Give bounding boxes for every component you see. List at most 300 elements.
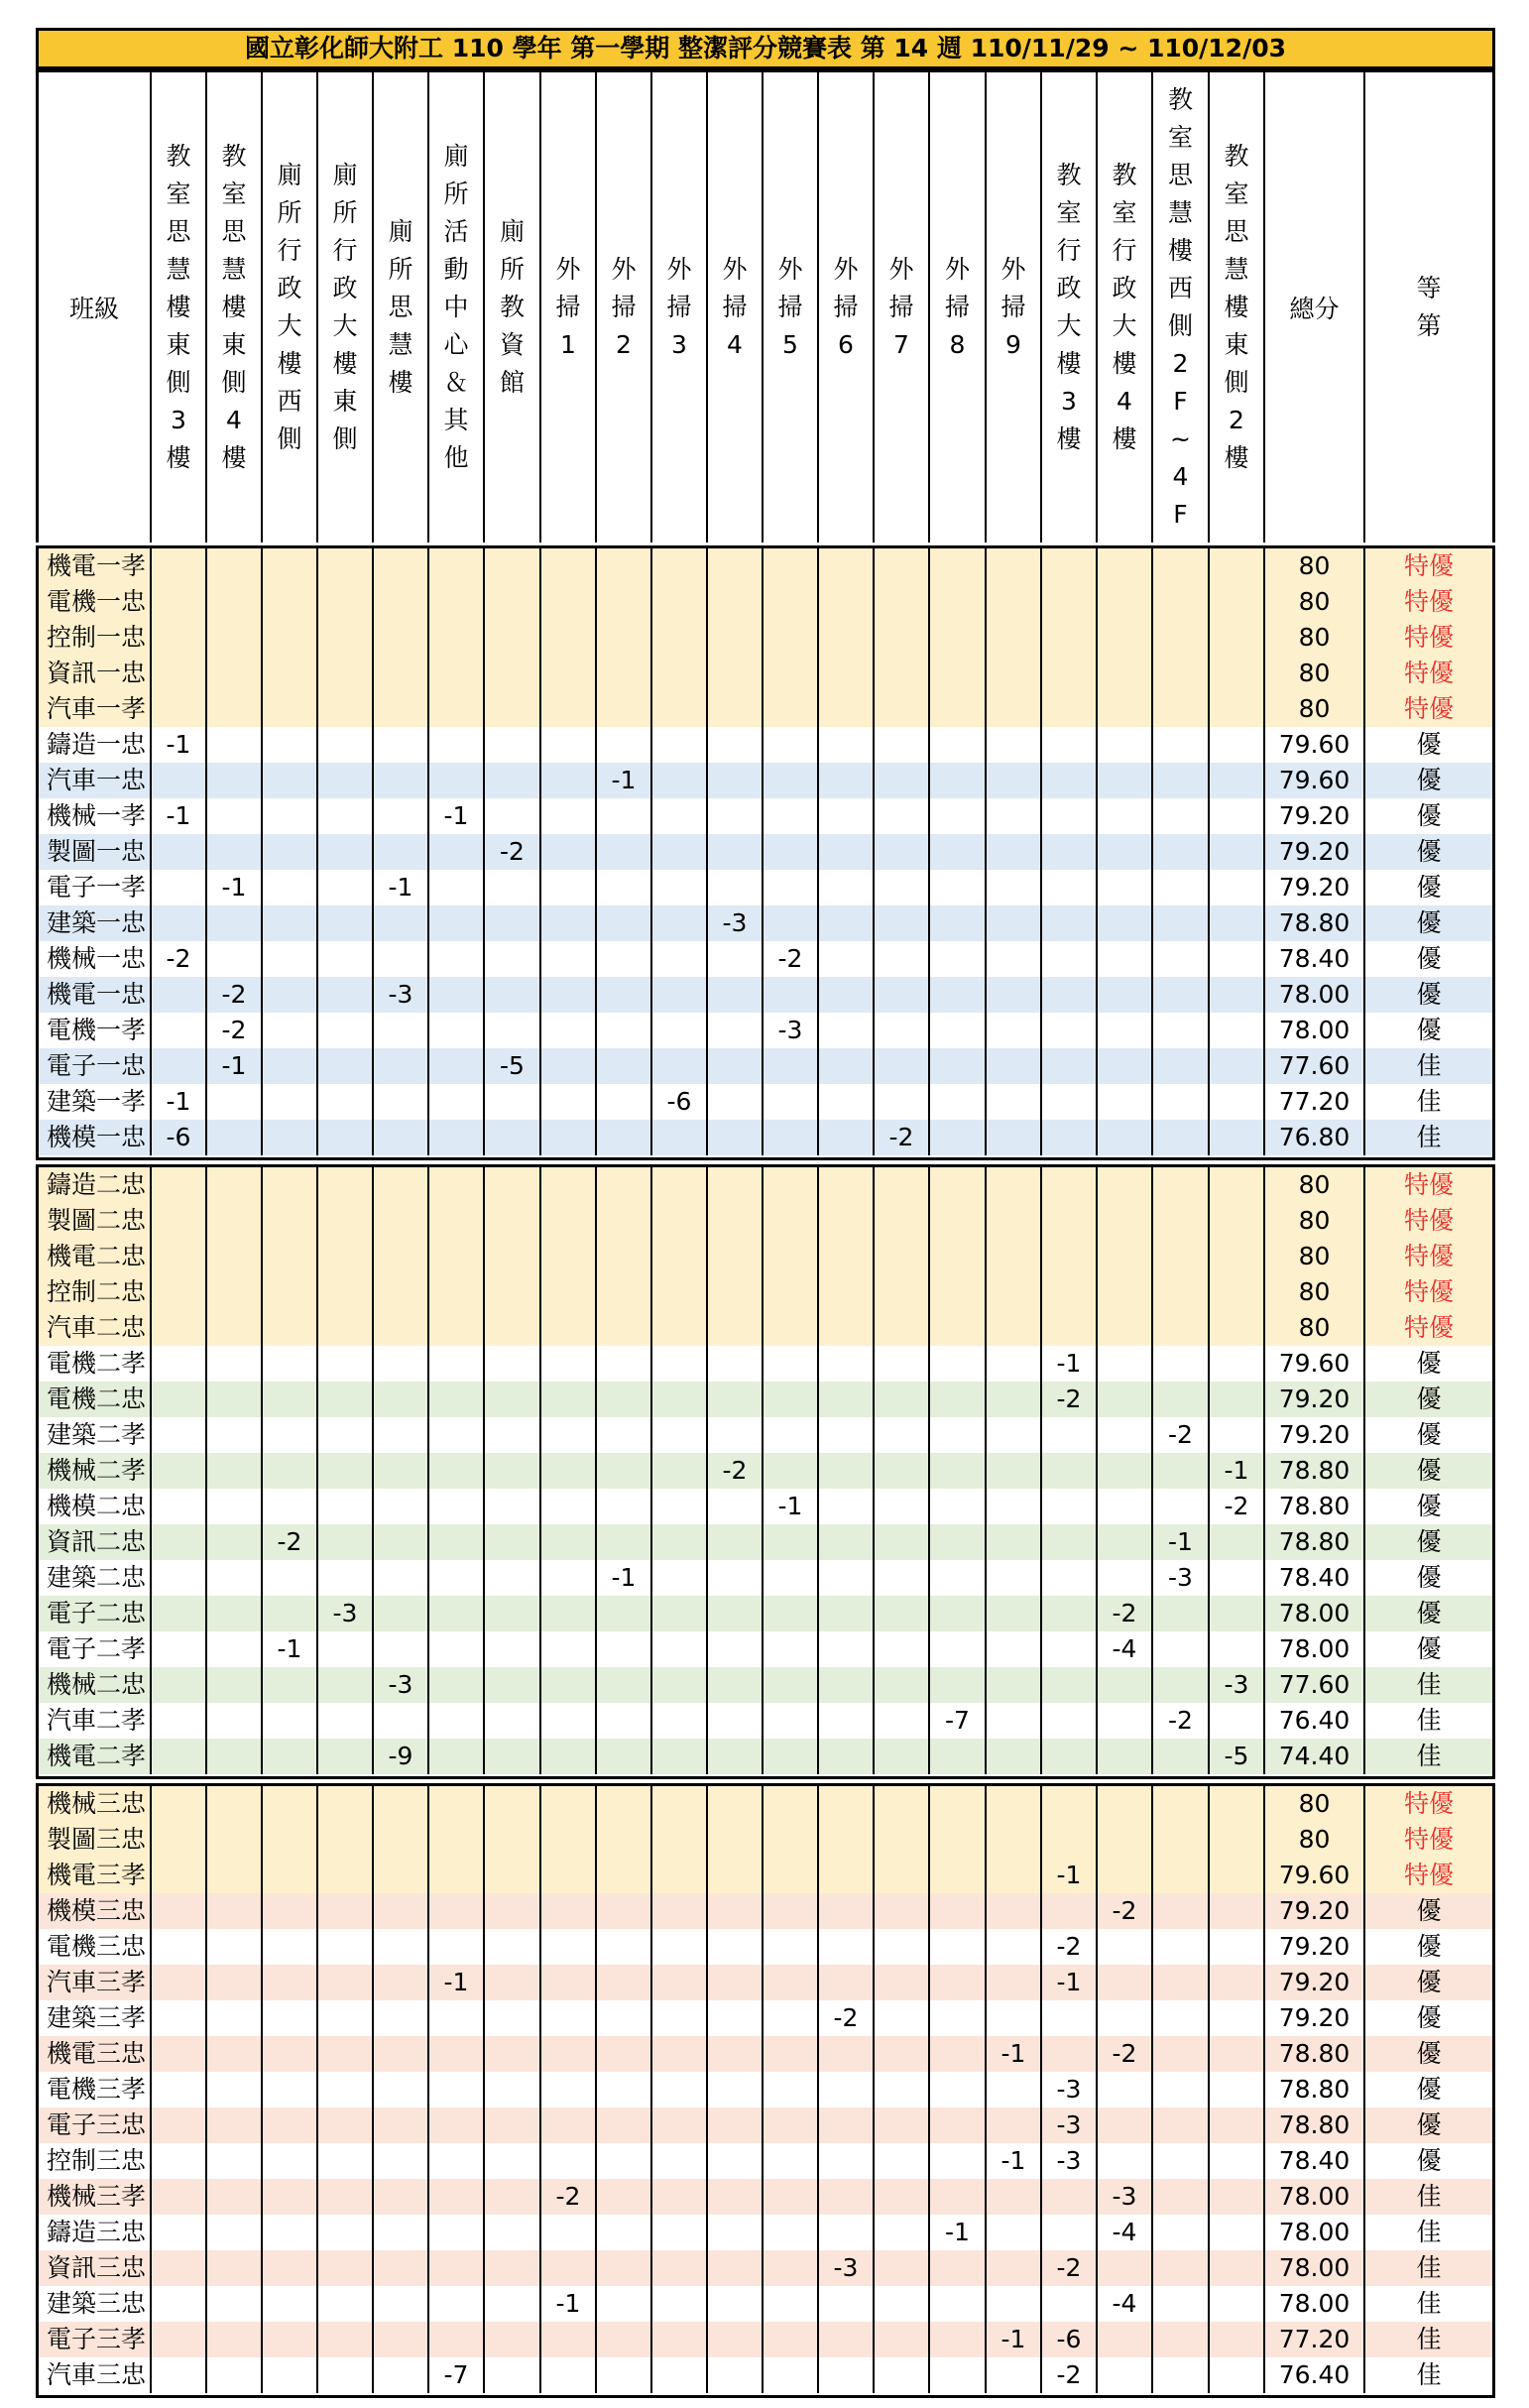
class-name: 電子二孝 — [47, 1634, 147, 1663]
deduction-cell — [372, 1631, 427, 1667]
deduction-cell — [483, 1524, 539, 1560]
column-header-label: 外 掃 8 — [944, 255, 970, 359]
column-header-label: 外 掃 3 — [666, 255, 692, 359]
deduction-cell — [928, 691, 985, 727]
total-score: 78.00 — [1263, 1596, 1363, 1631]
deduction-cell — [150, 1013, 205, 1048]
deduction-cell — [483, 977, 539, 1013]
deduction-cell — [1040, 1274, 1096, 1310]
deduction-cell — [1208, 1417, 1263, 1453]
deduction-cell — [316, 2107, 372, 2143]
deduction-cell — [1208, 1167, 1263, 1203]
deduction-cell — [928, 1310, 985, 1346]
class-name: 電子一孝 — [47, 873, 147, 902]
deduction-cell — [873, 1560, 928, 1596]
class-name: 機械二孝 — [47, 1456, 147, 1485]
deduction-cell — [1151, 1310, 1208, 1346]
total-score: 78.00 — [1263, 2179, 1363, 2215]
grade-badge: 佳 — [1363, 2322, 1492, 2357]
deduction-cell — [1151, 2322, 1208, 2357]
grade-badge: 佳 — [1363, 1667, 1492, 1703]
deduction-cell — [1208, 2357, 1263, 2393]
deduction-cell — [985, 1786, 1040, 1822]
deduction-cell: -1 — [150, 727, 205, 763]
grade-badge: 佳 — [1363, 2215, 1492, 2250]
deduction-cell — [873, 1382, 928, 1417]
total-score: 80 — [1263, 1167, 1363, 1203]
table-row — [39, 2322, 1492, 2358]
deduction-cell — [316, 2179, 372, 2215]
deduction-cell — [873, 905, 928, 941]
deduction-cell — [1151, 1596, 1208, 1631]
deduction-cell — [427, 870, 483, 905]
deduction-cell: -1 — [1040, 1346, 1096, 1382]
deduction-cell — [261, 1667, 316, 1703]
deduction-cell — [873, 870, 928, 905]
deduction-cell — [595, 941, 650, 977]
deduction-cell — [539, 1203, 595, 1239]
deduction-cell — [261, 1239, 316, 1274]
column-header-label: 教 室 思 慧 樓 東 側 3 樓 — [166, 142, 191, 472]
deduction-cell — [1096, 1453, 1151, 1489]
deduction-cell — [539, 798, 595, 834]
deduction-cell — [1208, 2322, 1263, 2357]
total-score: 80 — [1263, 548, 1363, 584]
deduction-cell — [817, 2215, 873, 2250]
deduction-cell — [817, 2036, 873, 2072]
deduction-cell — [928, 2000, 985, 2036]
table-row — [39, 1703, 1492, 1740]
deduction-cell — [1040, 1786, 1096, 1822]
deduction-cell — [205, 834, 261, 870]
deduction-cell — [762, 548, 817, 584]
deduction-cell — [316, 2215, 372, 2250]
table-row — [39, 2250, 1492, 2287]
total-score: 77.20 — [1263, 2322, 1363, 2357]
deduction-cell — [261, 584, 316, 620]
class-name: 電機二孝 — [47, 1349, 147, 1378]
deduction-cell — [928, 1382, 985, 1417]
deduction-cell: -2 — [1096, 2036, 1151, 2072]
deduction-cell — [595, 1203, 650, 1239]
deduction-cell — [817, 1858, 873, 1893]
deduction-cell — [873, 1013, 928, 1048]
deduction-cell — [316, 1739, 372, 1774]
deduction-cell — [261, 1382, 316, 1417]
deduction-cell — [316, 548, 372, 584]
grade-badge: 佳 — [1363, 1084, 1492, 1120]
deduction-cell: -2 — [817, 2000, 873, 2036]
deduction-cell: -2 — [261, 1524, 316, 1560]
deduction-cell — [1040, 727, 1096, 763]
table-row — [39, 1739, 1492, 1774]
deduction-cell — [1096, 1274, 1151, 1310]
deduction-cell — [261, 798, 316, 834]
deduction-cell — [372, 834, 427, 870]
deduction-cell — [985, 1417, 1040, 1453]
deduction-cell — [372, 584, 427, 620]
deduction-cell — [873, 1822, 928, 1858]
deduction-cell — [1096, 1382, 1151, 1417]
deduction-cell — [706, 1524, 762, 1560]
deduction-cell — [1040, 905, 1096, 941]
deduction-cell — [928, 2036, 985, 2072]
deduction-cell — [1040, 1631, 1096, 1667]
deduction-cell — [483, 1739, 539, 1774]
deduction-cell — [928, 1048, 985, 1084]
deduction-cell — [539, 1893, 595, 1929]
deduction-cell — [1040, 1453, 1096, 1489]
column-header-label: 教 室 思 慧 樓 東 側 4 樓 — [221, 142, 247, 472]
deduction-cell — [427, 656, 483, 691]
deduction-cell — [205, 1120, 261, 1155]
deduction-cell — [873, 2322, 928, 2357]
deduction-cell — [706, 1167, 762, 1203]
deduction-cell — [372, 1489, 427, 1524]
class-name: 電子二忠 — [47, 1599, 147, 1627]
deduction-cell — [1096, 1667, 1151, 1703]
deduction-cell — [762, 1239, 817, 1274]
deduction-cell — [762, 2357, 817, 2393]
deduction-cell — [150, 1048, 205, 1084]
deduction-cell — [372, 656, 427, 691]
table-row — [39, 1084, 1492, 1121]
deduction-cell: -2 — [1040, 1382, 1096, 1417]
deduction-cell: -1 — [595, 1560, 650, 1596]
deduction-cell — [483, 2322, 539, 2357]
class-name: 機電二忠 — [47, 1242, 147, 1270]
deduction-cell — [985, 1048, 1040, 1084]
deduction-cell — [650, 1382, 706, 1417]
deduction-cell — [483, 2250, 539, 2286]
deduction-cell — [650, 905, 706, 941]
table-row — [39, 798, 1492, 835]
deduction-cell — [427, 1084, 483, 1120]
column-header — [817, 72, 873, 542]
deduction-cell — [261, 1310, 316, 1346]
deduction-cell — [316, 870, 372, 905]
deduction-cell — [762, 1858, 817, 1893]
deduction-cell — [762, 584, 817, 620]
deduction-cell — [261, 763, 316, 798]
total-score: 80 — [1263, 1274, 1363, 1310]
column-header — [1040, 72, 1096, 542]
deduction-cell — [762, 1965, 817, 2000]
deduction-cell — [150, 2322, 205, 2357]
deduction-cell — [706, 2036, 762, 2072]
deduction-cell — [817, 1786, 873, 1822]
deduction-cell — [1096, 1013, 1151, 1048]
deduction-cell: -3 — [316, 1596, 372, 1631]
deduction-cell — [762, 1524, 817, 1560]
deduction-cell — [928, 2179, 985, 2215]
total-score: 78.80 — [1263, 1489, 1363, 1524]
deduction-cell — [762, 1703, 817, 1739]
deduction-cell — [595, 2357, 650, 2393]
table-row — [39, 1453, 1492, 1490]
deduction-cell — [1151, 1631, 1208, 1667]
grade-badge: 優 — [1363, 1893, 1492, 1929]
deduction-cell — [928, 2143, 985, 2179]
deduction-cell — [706, 1560, 762, 1596]
deduction-cell — [762, 1893, 817, 1929]
deduction-cell — [928, 1417, 985, 1453]
deduction-cell — [595, 1013, 650, 1048]
deduction-cell — [205, 1667, 261, 1703]
total-score: 80 — [1263, 691, 1363, 727]
total-score: 77.20 — [1263, 1084, 1363, 1120]
grade-badge: 特優 — [1363, 548, 1492, 584]
deduction-cell — [539, 691, 595, 727]
deduction-cell — [539, 2215, 595, 2250]
deduction-cell — [150, 2179, 205, 2215]
deduction-cell — [650, 1596, 706, 1631]
deduction-cell — [150, 1489, 205, 1524]
deduction-cell — [650, 2179, 706, 2215]
deduction-cell — [706, 2215, 762, 2250]
class-name: 電機三忠 — [47, 1932, 147, 1961]
table-row — [39, 1965, 1492, 2001]
deduction-cell — [372, 1346, 427, 1382]
deduction-cell — [985, 1893, 1040, 1929]
deduction-cell — [205, 763, 261, 798]
class-name: 控制三忠 — [47, 2146, 147, 2175]
deduction-cell — [372, 2322, 427, 2357]
deduction-cell — [1040, 763, 1096, 798]
grade-badge: 佳 — [1363, 2250, 1492, 2286]
deduction-cell — [706, 1596, 762, 1631]
deduction-cell — [817, 1667, 873, 1703]
deduction-cell — [873, 1739, 928, 1774]
deduction-cell — [205, 584, 261, 620]
deduction-cell — [372, 548, 427, 584]
total-score: 79.20 — [1263, 2000, 1363, 2036]
table-row — [39, 584, 1492, 621]
column-header-label: 外 掃 7 — [888, 255, 914, 359]
deduction-cell — [817, 2143, 873, 2179]
deduction-cell: -1 — [762, 1489, 817, 1524]
deduction-cell — [706, 2286, 762, 2322]
deduction-cell — [427, 2036, 483, 2072]
deduction-cell — [1151, 2215, 1208, 2250]
deduction-cell — [706, 834, 762, 870]
deduction-cell — [873, 1965, 928, 2000]
deduction-cell — [985, 691, 1040, 727]
deduction-cell — [483, 1631, 539, 1667]
deduction-cell — [873, 2215, 928, 2250]
total-score: 78.40 — [1263, 1560, 1363, 1596]
deduction-cell — [873, 2357, 928, 2393]
deduction-cell — [427, 727, 483, 763]
deduction-cell — [762, 1274, 817, 1310]
deduction-cell — [928, 2357, 985, 2393]
deduction-cell — [817, 1239, 873, 1274]
deduction-cell — [1151, 1822, 1208, 1858]
column-header-label: 總分 — [1289, 295, 1340, 323]
column-header-label: 廁 所 活 動 中 心 ＆ 其 他 — [443, 142, 469, 472]
table-row — [39, 2000, 1492, 2037]
deduction-cell — [928, 905, 985, 941]
deduction-cell — [483, 1703, 539, 1739]
deduction-cell — [873, 1858, 928, 1893]
total-score: 79.20 — [1263, 1965, 1363, 2000]
deduction-cell: -3 — [1208, 1667, 1263, 1703]
deduction-cell — [539, 2357, 595, 2393]
deduction-cell — [150, 1739, 205, 1774]
deduction-cell — [539, 584, 595, 620]
deduction-cell — [1151, 1203, 1208, 1239]
deduction-cell — [817, 1013, 873, 1048]
deduction-cell — [1040, 656, 1096, 691]
deduction-cell — [539, 548, 595, 584]
deduction-cell — [427, 1786, 483, 1822]
class-name: 建築一忠 — [47, 908, 147, 937]
deduction-cell — [985, 1310, 1040, 1346]
deduction-cell — [1040, 1013, 1096, 1048]
table-row — [39, 763, 1492, 799]
deduction-cell — [150, 1167, 205, 1203]
deduction-cell — [205, 2179, 261, 2215]
class-name: 電機一忠 — [47, 587, 147, 616]
deduction-cell — [316, 1346, 372, 1382]
column-header — [985, 72, 1040, 542]
deduction-cell — [1208, 1274, 1263, 1310]
deduction-cell: -2 — [483, 834, 539, 870]
deduction-cell — [261, 1120, 316, 1155]
deduction-cell — [1208, 1822, 1263, 1858]
grade-badge: 特優 — [1363, 1203, 1492, 1239]
deduction-cell — [150, 584, 205, 620]
deduction-cell — [650, 2357, 706, 2393]
grade-badge: 優 — [1363, 1596, 1492, 1631]
deduction-cell — [372, 1524, 427, 1560]
table-row — [39, 977, 1492, 1014]
deduction-cell — [1208, 2000, 1263, 2036]
class-name: 機械一孝 — [47, 801, 147, 830]
deduction-cell — [928, 1013, 985, 1048]
deduction-cell — [817, 2179, 873, 2215]
deduction-cell — [595, 727, 650, 763]
deduction-cell — [150, 1858, 205, 1893]
deduction-cell — [427, 2322, 483, 2357]
deduction-cell — [1096, 620, 1151, 656]
table-row — [39, 656, 1492, 692]
deduction-cell — [762, 798, 817, 834]
deduction-cell: -1 — [985, 2036, 1040, 2072]
column-header — [595, 72, 650, 542]
deduction-cell — [427, 1382, 483, 1417]
total-score: 78.00 — [1263, 2215, 1363, 2250]
deduction-cell — [483, 1786, 539, 1822]
total-score: 78.40 — [1263, 941, 1363, 977]
deduction-cell — [205, 1893, 261, 1929]
deduction-cell — [205, 2215, 261, 2250]
deduction-cell — [205, 656, 261, 691]
deduction-cell — [483, 548, 539, 584]
deduction-cell — [483, 1382, 539, 1417]
deduction-cell — [928, 1929, 985, 1965]
deduction-cell — [150, 905, 205, 941]
deduction-cell — [650, 1858, 706, 1893]
deduction-cell — [150, 1453, 205, 1489]
deduction-cell — [595, 2000, 650, 2036]
deduction-cell — [205, 2036, 261, 2072]
class-name: 鑄造二忠 — [47, 1170, 147, 1199]
deduction-cell — [483, 1929, 539, 1965]
deduction-cell — [261, 1703, 316, 1739]
deduction-cell — [539, 1560, 595, 1596]
deduction-cell — [150, 2000, 205, 2036]
deduction-cell — [539, 1739, 595, 1774]
deduction-cell — [483, 2072, 539, 2107]
deduction-cell — [650, 1417, 706, 1453]
deduction-cell — [316, 1274, 372, 1310]
deduction-cell — [817, 977, 873, 1013]
deduction-cell — [817, 1596, 873, 1631]
deduction-cell — [483, 941, 539, 977]
grade-badge: 特優 — [1363, 1858, 1492, 1893]
deduction-cell — [985, 905, 1040, 941]
deduction-cell — [985, 2000, 1040, 2036]
deduction-cell — [873, 1203, 928, 1239]
deduction-cell — [595, 2286, 650, 2322]
deduction-cell — [762, 1786, 817, 1822]
deduction-cell — [316, 798, 372, 834]
deduction-cell — [150, 1822, 205, 1858]
deduction-cell — [985, 1084, 1040, 1120]
deduction-cell: -2 — [1040, 2357, 1096, 2393]
deduction-cell — [873, 691, 928, 727]
deduction-cell — [372, 1858, 427, 1893]
deduction-cell — [595, 620, 650, 656]
total-score: 74.40 — [1263, 1739, 1363, 1774]
class-name: 機械三孝 — [47, 2182, 147, 2211]
deduction-cell — [817, 2286, 873, 2322]
deduction-cell — [427, 1929, 483, 1965]
deduction-cell — [706, 1631, 762, 1667]
deduction-cell — [261, 656, 316, 691]
deduction-cell — [595, 2250, 650, 2286]
deduction-cell — [427, 548, 483, 584]
deduction-cell — [762, 2036, 817, 2072]
deduction-cell — [372, 905, 427, 941]
deduction-cell — [539, 1524, 595, 1560]
deduction-cell — [873, 1489, 928, 1524]
deduction-cell — [483, 1858, 539, 1893]
table-row — [39, 2036, 1492, 2073]
deduction-cell — [650, 727, 706, 763]
deduction-cell — [595, 1084, 650, 1120]
total-score: 76.80 — [1263, 1120, 1363, 1155]
total-score: 78.00 — [1263, 977, 1363, 1013]
deduction-cell — [205, 2072, 261, 2107]
deduction-cell — [817, 941, 873, 977]
deduction-cell — [427, 1346, 483, 1382]
deduction-cell: -5 — [483, 1048, 539, 1084]
deduction-cell — [539, 1822, 595, 1858]
deduction-cell — [205, 2250, 261, 2286]
deduction-cell — [595, 1048, 650, 1084]
deduction-cell — [1151, 620, 1208, 656]
deduction-cell — [539, 620, 595, 656]
deduction-cell — [706, 977, 762, 1013]
deduction-cell — [706, 1274, 762, 1310]
deduction-cell — [483, 2107, 539, 2143]
table-row — [39, 1167, 1492, 1204]
deduction-cell — [316, 2357, 372, 2393]
deduction-cell — [1151, 798, 1208, 834]
table-row — [39, 1239, 1492, 1275]
